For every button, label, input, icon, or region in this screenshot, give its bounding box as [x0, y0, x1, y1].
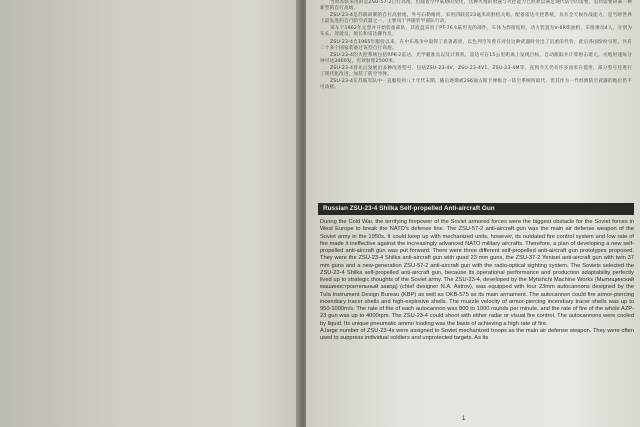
chinese-paragraph: ZSU-23-4是苏联研制的自行高射炮，外号石勒喀河，采用四联装23毫米高射机关炮，配备雷达火控系统，具有全天候作战能力，是当时世界上最先进的自行防空武器之一，主要用于伴随装甲部队行动。	[320, 13, 632, 25]
chinese-paragraph: ZSU-23-4在苏联军队中一直服役到八十年代末期，随后逐渐被2S6通古斯卡弹炮合一防空系统所取代，但其作为一代经典防空武器的地位仍不可动摇。	[320, 79, 632, 91]
right-page	[306, 0, 640, 427]
chinese-text-block	[320, 0, 632, 92]
english-paragraph: A large number of ZSU-23-4s were assigned to Soviet mechanized troops as the main air defense weapon. They were often used to suppress individual soldiers and unprotected targets. As its	[320, 327, 634, 341]
page-number: 1	[462, 416, 466, 422]
chinese-paragraph: 该车于1962年定型并开始装备部队，其底盘采用了PT-76水陆坦克的部件，车体为焊接结构，动力装置为V-6R柴油机，车组乘员4人，分别为车长、驾驶员、炮长和雷达操作员。	[320, 26, 632, 38]
chinese-paragraph: ZSU-23-4自1965年服役以来，在中东战争中取得了显著战果，以色列空军曾在对付这种武器时付出了沉重的代价，此后各国纷纷引进，共有二十多个国家装备过该型自行高炮。	[320, 39, 632, 51]
left-page	[0, 0, 300, 427]
chinese-paragraph: 当时苏联采用的是ZSU-57-2自行高炮，但随着空中威胁的变化，这种火炮的射速与火控能力已经难以满足现代防空的需要，迫切需要研制一种新型的自行高炮。	[320, 0, 632, 12]
english-text-block	[320, 219, 634, 342]
chinese-paragraph: ZSU-23-4的火控系统包括RPK-2雷达、光学瞄准具以及计算机，雷达可在15公里距离上发现目标，自动跟踪并计算射击诸元，火炮射速每分钟可达3400发，有效射程2500米。	[320, 52, 632, 64]
english-paragraph: During the Cold War, the terrifying firepower of the Soviet armored forces were the biggest obstacle for the Soviet forces in West Europe to break the NATO's defense line. The ZSU-57-2 anti-aircraft gun was the main air defense weapon of the Soviet army in the 1950s. It could keep up with mechanized units, however, its outdated fire control system and low rate of fire made it ineffective against the increasingly advanced NATO military aircrafts. Therefore, a plan of developing a new self-propelled anti-aircraft gun was put forward. There were three different self-propelled anti-aircraft gun prototypes proposed. They were the ZSU-23-4 Shilka anti-aircraft gun with quad 23 mm guns, the ZSU-37-2 Yenisei anti-aircraft gun with twin 37 mm guns and a new-generation ZSU-57-2 anti-aircraft gun with the radio-optical sighting system. The Soviets selected the ZSU-23-4 Shilka self-propelled anti-aircraft gun, because its operational performance and production adaptability perfectly lived up to strategic thoughts of the Soviet army. The ZSU-23-4, developed by the Mytishchi Machine Works (Мытищинский машиностроительный завод) (chief designer N.A. Astrov), was equipped with four 23mm autocannons designed by the Tula Instrument Design Bureau (KBP) as well as OKB-575 as its main armament. The autocannon could fire armor-piercing incendiary tracer shells and high-explosive shells. The muzzle velocity of armor-piercing incendiary tracer shells was up to 950-1000m/s. The rate of fire of each autocannon was 800 to 1000 rounds per minute, and the rate of fire of the whole AZP-23 gun was up to 4000rpm. The ZSU-23-4 could shoot with either radar or visual fire control. The autocannons were cooled by liquid. Its unique pneumatic ammo loading was the basis of achieving a high rate of fire.	[320, 219, 634, 327]
english-section-title: Russian ZSU-23-4 Shilka Self-propelled Anti-aircraft Gun	[318, 203, 634, 215]
chinese-paragraph: ZSU-23-4曾先后发展出多种改进型号，包括ZSU-23-4V、ZSU-23-4V1、ZSU-23-4M等，直到今天仍有许多国家在使用，部分型号还进行了现代化改进，加装了防空导弹。	[320, 65, 632, 78]
